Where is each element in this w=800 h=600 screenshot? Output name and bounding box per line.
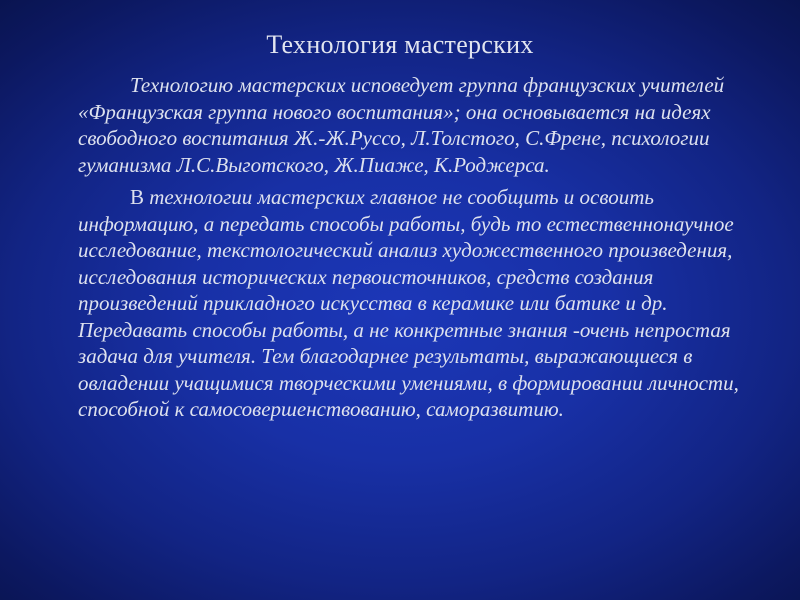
slide-body <box>78 72 758 423</box>
paragraph-2-lead: В <box>130 185 150 209</box>
paragraph-2 <box>78 184 758 423</box>
paragraph-1-text: Технологию мастерских исповедует группа французских учителей «Французская группа нового воспитания»; она основывается на идеях свободного воспитания Ж.-Ж.Руссо, Л.Толстого, С.Френе, психологии гуманизма Л.С.Выготского, Ж.Пиаже, К.Роджерса. <box>78 73 725 177</box>
slide-title: Технология мастерских <box>266 30 534 59</box>
paragraph-2-text: технологии мастерских главное не сообщить и освоить информацию, а передать способы работы, будь то естественнонаучное исследование, текстологический анализ художественного произведения, исследования исторических первоисточников, средств создания произведений прикладного искусства в керамике или батике и др. Передавать способы работы, а не конкретные знания -очень непростая задача для учителя. Тем благодарнее результаты, выражающиеся в овладении учащимися творческими умениями, в формировании личности, способной к самосовершенствованию, саморазвитию. <box>78 185 739 421</box>
paragraph-1 <box>78 72 758 178</box>
